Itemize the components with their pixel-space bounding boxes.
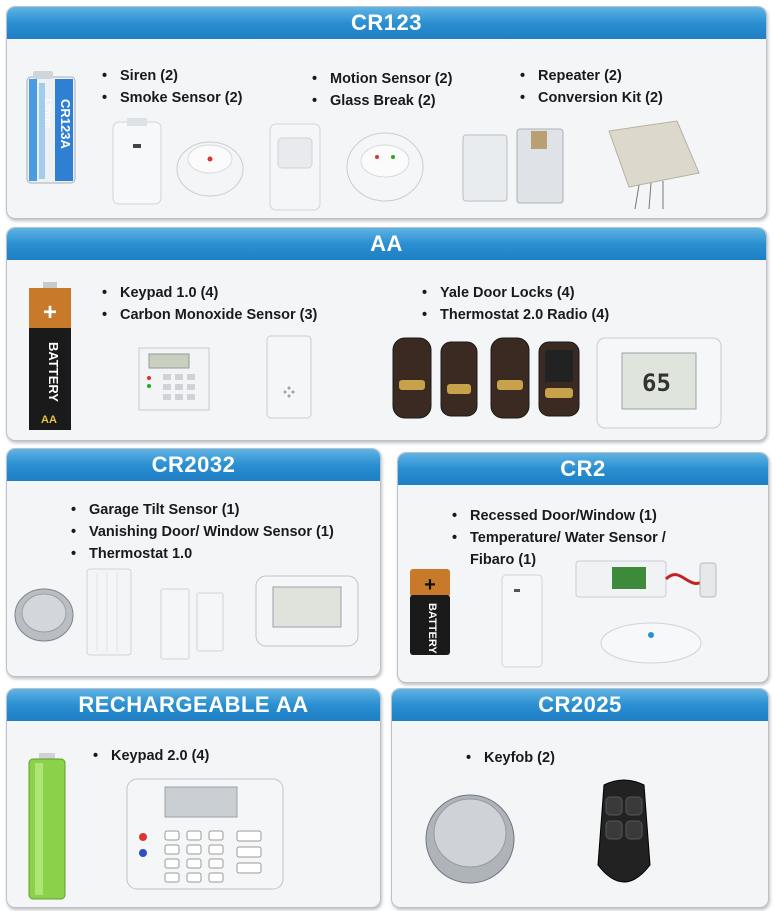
motion-sensor-image (264, 120, 326, 212)
cr2-battery-label: BATTERY (426, 603, 438, 654)
conversion-kit-image (599, 117, 707, 213)
cr2032-list (69, 499, 334, 565)
svg-text:+: + (424, 574, 436, 596)
svg-text:+: + (42, 299, 58, 326)
cr123-list-1 (100, 65, 243, 109)
panel-title: CR2025 (392, 689, 768, 721)
thermostat-temp: 65 (642, 369, 671, 397)
fibaro-sensor-image (598, 613, 704, 667)
list-item: • Vanishing Door/ Window Sensor (1) (69, 521, 334, 543)
list-item: • Conversion Kit (2) (518, 87, 663, 109)
list-item: • Motion Sensor (2) (310, 68, 452, 90)
aa-size-label: AA (41, 414, 57, 426)
cr123a-label: CR123A (58, 99, 73, 149)
list-item: • Keypad 1.0 (4) (100, 282, 317, 304)
list-item: • Repeater (2) (518, 65, 663, 87)
rechargeable-battery-image (27, 751, 67, 901)
aa-battery-label: BATTERY (46, 342, 61, 402)
panel-title: CR2032 (7, 449, 380, 481)
aa-list-1 (100, 282, 317, 326)
panel-title: CR2 (398, 453, 768, 485)
glass-break-image (343, 125, 427, 207)
panel-cr2025 (391, 688, 769, 908)
vanishing-door-window-sensor-image (157, 579, 229, 665)
list-item: • Glass Break (2) (310, 90, 452, 112)
list-item: • Thermostat 2.0 Radio (4) (420, 304, 609, 326)
temperature-water-sensor-image (572, 553, 720, 605)
panel-rechargeable-aa (6, 688, 381, 908)
panel-cr2 (397, 452, 769, 683)
cr2032-coin-battery-image (13, 585, 75, 643)
keypad-1-image (135, 344, 213, 414)
siren-image (111, 116, 163, 206)
list-item: • Keyfob (2) (464, 747, 555, 769)
list-item: • Siren (2) (100, 65, 243, 87)
recessed-door-window-sensor-image (498, 573, 546, 669)
panel-title: RECHARGEABLE AA (7, 689, 380, 721)
thermostat-2-image (594, 335, 724, 431)
panel-cr2032 (6, 448, 381, 677)
thermostat-1-image (253, 573, 361, 649)
panel-title: AA (7, 228, 766, 260)
cr2-battery-image (408, 565, 452, 657)
panel-aa (6, 227, 767, 441)
yale-door-locks-image (389, 334, 585, 422)
list-item: • Recessed Door/Window (1) (450, 505, 710, 527)
cr123-list-2 (310, 68, 452, 112)
panel-cr123 (6, 6, 767, 219)
smoke-sensor-image (174, 129, 246, 199)
garage-tilt-sensor-image (83, 567, 135, 657)
panel-title: CR123 (7, 7, 766, 39)
list-item: • Carbon Monoxide Sensor (3) (100, 304, 317, 326)
aa-list-2 (420, 282, 609, 326)
list-item: • Smoke Sensor (2) (100, 87, 243, 109)
cr2025-list (464, 747, 555, 769)
keyfob-image (594, 775, 654, 899)
aa-battery-image (27, 282, 73, 432)
list-item: • Garage Tilt Sensor (1) (69, 499, 334, 521)
cr2025-coin-battery-image (422, 785, 518, 889)
cr123a-sublabel: Lithium (43, 99, 53, 129)
cr123-list-3 (518, 65, 663, 109)
repeater-image (459, 125, 569, 207)
list-item: • Keypad 2.0 (4) (91, 745, 209, 767)
list-item: • Yale Door Locks (4) (420, 282, 609, 304)
rechargeable-list (91, 745, 209, 767)
keypad-2-image (125, 777, 285, 891)
list-item: • Temperature/ Water Sensor / Fibaro (1) (450, 527, 710, 571)
cr123a-battery-image (23, 69, 79, 185)
carbon-monoxide-sensor-image (259, 332, 319, 420)
list-item: • Thermostat 1.0 (69, 543, 334, 565)
